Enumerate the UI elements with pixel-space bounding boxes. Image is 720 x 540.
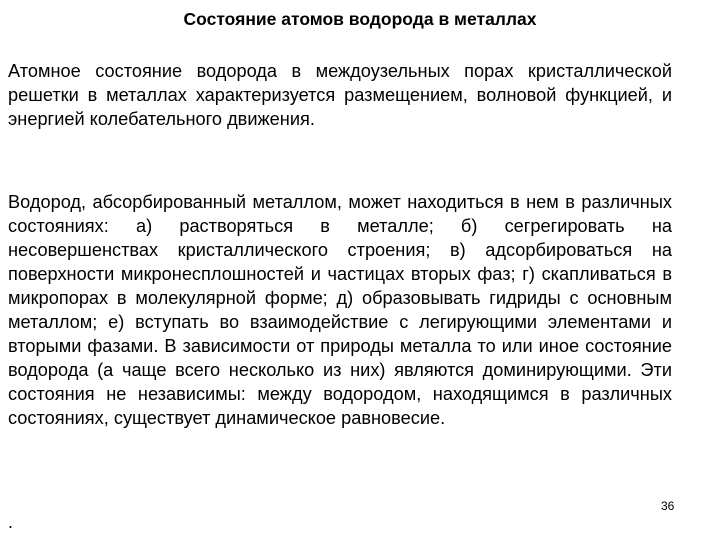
slide-title: Состояние атомов водорода в металлах [183, 9, 537, 29]
page-number: 36 [661, 499, 675, 513]
paragraph-atomic-state: Атомное состояние водорода в междоузельных порах кристаллической решетки в металлах характеризуется размещением, волновой функцией, и энергией колебательного движения. [8, 61, 672, 129]
trailing-period: . [8, 512, 14, 532]
paragraph-absorbed-hydrogen-states: Водород, абсорбированный металлом, может находиться в нем в различных состояниях: а) растворяться в металле; б) сегрегировать на несовершенствах кристаллического строения; в) адсорбироваться на поверхности микронесплошностей и частицах вторых фаз; г) скапливаться в микропорах в молекулярной форме; д) образовывать гидриды с основным металлом; е) вступать во взаимодействие с легирующими элементами и вторыми фазами. В зависимости от природы металла то или иное состояние водорода (а чаще всего несколько из них) являются доминирующими. Эти состояния не независимы: между водородом, находящимся в различных состояниях, существует динамическое равновесие. [8, 192, 672, 428]
